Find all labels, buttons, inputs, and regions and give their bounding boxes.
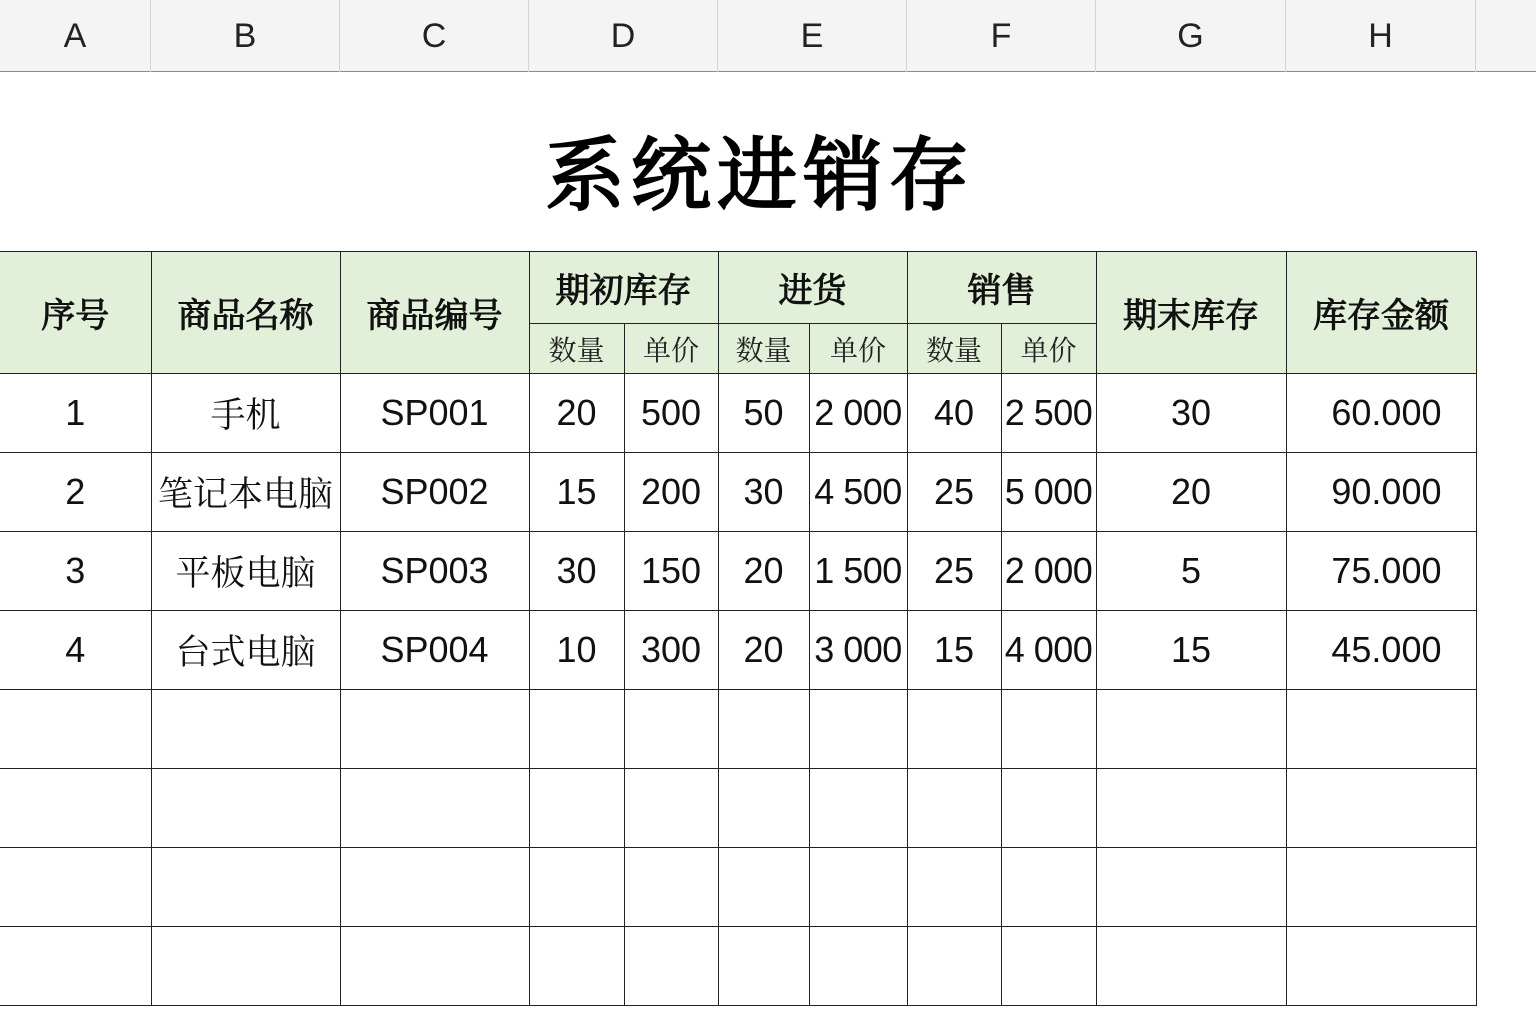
empty-cell[interactable] <box>529 769 624 848</box>
table-row <box>0 374 1476 453</box>
header-seq[interactable]: 序号 <box>0 252 151 374</box>
cell-closing-qty[interactable]: 15 <box>1096 611 1286 690</box>
cell-purchase-qty[interactable]: 50 <box>718 374 809 453</box>
header-stock-value[interactable]: 库存金额 <box>1286 252 1476 374</box>
header-opening-price[interactable]: 单价 <box>624 324 718 374</box>
sheet-title[interactable]: 系统进销存 <box>545 128 975 222</box>
cell-sales-price[interactable]: 5 000 <box>1001 453 1096 532</box>
empty-cell[interactable] <box>1001 690 1096 769</box>
cell-product-name[interactable]: 笔记本电脑 <box>151 453 340 532</box>
empty-cell[interactable] <box>907 927 1001 1006</box>
cell-sales-qty[interactable]: 25 <box>907 532 1001 611</box>
empty-cell[interactable] <box>340 690 529 769</box>
inventory-table <box>0 251 1477 1006</box>
cell-purchase-price[interactable]: 3 000 <box>809 611 907 690</box>
cell-sales-qty[interactable]: 15 <box>907 611 1001 690</box>
cell-product-name[interactable]: 平板电脑 <box>151 532 340 611</box>
empty-cell[interactable] <box>718 927 809 1006</box>
empty-cell[interactable] <box>151 690 340 769</box>
empty-cell[interactable] <box>624 927 718 1006</box>
table-row <box>0 611 1476 690</box>
empty-cell[interactable] <box>340 927 529 1006</box>
cell-opening-price[interactable]: 300 <box>624 611 718 690</box>
column-header-d[interactable]: D <box>529 0 718 72</box>
empty-cell[interactable] <box>151 848 340 927</box>
empty-cell[interactable] <box>1001 927 1096 1006</box>
cell-closing-qty[interactable]: 5 <box>1096 532 1286 611</box>
empty-cell[interactable] <box>340 848 529 927</box>
cell-purchase-price[interactable]: 2 000 <box>809 374 907 453</box>
cell-opening-qty[interactable]: 15 <box>529 453 624 532</box>
empty-row <box>0 769 1476 848</box>
table-row <box>0 532 1476 611</box>
empty-cell[interactable] <box>340 769 529 848</box>
empty-cell[interactable] <box>624 769 718 848</box>
empty-cell[interactable] <box>624 848 718 927</box>
cell-opening-price[interactable]: 200 <box>624 453 718 532</box>
empty-cell[interactable] <box>151 927 340 1006</box>
cell-purchase-price[interactable]: 1 500 <box>809 532 907 611</box>
empty-cell[interactable] <box>1286 769 1476 848</box>
column-header-b[interactable]: B <box>151 0 340 72</box>
header-product-code[interactable]: 商品编号 <box>340 252 529 374</box>
empty-cell[interactable] <box>809 927 907 1006</box>
empty-cell[interactable] <box>907 848 1001 927</box>
empty-cell[interactable] <box>718 848 809 927</box>
empty-row <box>0 848 1476 927</box>
cell-closing-qty[interactable]: 20 <box>1096 453 1286 532</box>
cell-sales-price[interactable]: 4 000 <box>1001 611 1096 690</box>
empty-cell[interactable] <box>907 690 1001 769</box>
empty-cell[interactable] <box>151 769 340 848</box>
empty-cell[interactable] <box>1096 769 1286 848</box>
empty-cell[interactable] <box>1096 927 1286 1006</box>
empty-cell[interactable] <box>529 848 624 927</box>
cell-opening-qty[interactable]: 30 <box>529 532 624 611</box>
empty-cell[interactable] <box>1286 927 1476 1006</box>
empty-cell[interactable] <box>809 848 907 927</box>
empty-row <box>0 690 1476 769</box>
empty-row <box>0 927 1476 1006</box>
cell-purchase-qty[interactable]: 20 <box>718 611 809 690</box>
cell-closing-qty[interactable]: 30 <box>1096 374 1286 453</box>
column-header-a[interactable]: A <box>0 0 151 72</box>
empty-cell[interactable] <box>1001 769 1096 848</box>
cell-sales-price[interactable]: 2 000 <box>1001 532 1096 611</box>
cell-stock-value[interactable]: 60.000 <box>1286 374 1476 453</box>
cell-product-code[interactable]: SP003 <box>340 532 529 611</box>
empty-cell[interactable] <box>0 690 151 769</box>
header-opening-qty[interactable]: 数量 <box>529 324 624 374</box>
cell-product-name[interactable]: 台式电脑 <box>151 611 340 690</box>
header-product-name[interactable]: 商品名称 <box>151 252 340 374</box>
cell-opening-qty[interactable]: 10 <box>529 611 624 690</box>
empty-cell[interactable] <box>1286 848 1476 927</box>
empty-cell[interactable] <box>809 690 907 769</box>
header-closing-stock[interactable]: 期末库存 <box>1096 252 1286 374</box>
cell-sales-qty[interactable]: 25 <box>907 453 1001 532</box>
empty-cell[interactable] <box>1096 848 1286 927</box>
empty-cell[interactable] <box>0 848 151 927</box>
cell-stock-value[interactable]: 45.000 <box>1286 611 1476 690</box>
cell-purchase-price[interactable]: 4 500 <box>809 453 907 532</box>
column-header-bar <box>0 0 1536 72</box>
cell-stock-value[interactable]: 75.000 <box>1286 532 1476 611</box>
empty-cell[interactable] <box>1286 690 1476 769</box>
cell-opening-price[interactable]: 500 <box>624 374 718 453</box>
empty-cell[interactable] <box>1001 848 1096 927</box>
cell-product-code[interactable]: SP001 <box>340 374 529 453</box>
header-purchase-qty[interactable]: 数量 <box>718 324 809 374</box>
header-opening-stock[interactable]: 期初库存 <box>529 252 718 324</box>
cell-sales-qty[interactable]: 40 <box>907 374 1001 453</box>
header-sales[interactable]: 销售 <box>907 252 1096 324</box>
column-header-g[interactable]: G <box>1096 0 1286 72</box>
header-purchase[interactable]: 进货 <box>718 252 907 324</box>
column-header-h[interactable]: H <box>1286 0 1476 72</box>
cell-stock-value[interactable]: 90.000 <box>1286 453 1476 532</box>
cell-opening-qty[interactable]: 20 <box>529 374 624 453</box>
cell-seq[interactable]: 1 <box>0 374 151 453</box>
column-header-c[interactable]: C <box>340 0 529 72</box>
empty-cell[interactable] <box>718 690 809 769</box>
cell-product-code[interactable]: SP004 <box>340 611 529 690</box>
column-header-f[interactable]: F <box>907 0 1096 72</box>
empty-cell[interactable] <box>907 769 1001 848</box>
header-row-top <box>0 252 1476 324</box>
cell-opening-price[interactable]: 150 <box>624 532 718 611</box>
empty-cell[interactable] <box>809 769 907 848</box>
table-row <box>0 453 1476 532</box>
header-sales-price[interactable]: 单价 <box>1001 324 1096 374</box>
header-sales-qty[interactable]: 数量 <box>907 324 1001 374</box>
cell-sales-price[interactable]: 2 500 <box>1001 374 1096 453</box>
cell-seq[interactable]: 4 <box>0 611 151 690</box>
empty-cell[interactable] <box>624 690 718 769</box>
empty-cell[interactable] <box>1096 690 1286 769</box>
empty-cell[interactable] <box>529 690 624 769</box>
column-header-e[interactable]: E <box>718 0 907 72</box>
empty-cell[interactable] <box>0 769 151 848</box>
empty-cell[interactable] <box>529 927 624 1006</box>
cell-seq[interactable]: 2 <box>0 453 151 532</box>
cell-purchase-qty[interactable]: 30 <box>718 453 809 532</box>
cell-purchase-qty[interactable]: 20 <box>718 532 809 611</box>
header-purchase-price[interactable]: 单价 <box>809 324 907 374</box>
empty-cell[interactable] <box>718 769 809 848</box>
empty-cell[interactable] <box>0 927 151 1006</box>
cell-seq[interactable]: 3 <box>0 532 151 611</box>
cell-product-code[interactable]: SP002 <box>340 453 529 532</box>
cell-product-name[interactable]: 手机 <box>151 374 340 453</box>
